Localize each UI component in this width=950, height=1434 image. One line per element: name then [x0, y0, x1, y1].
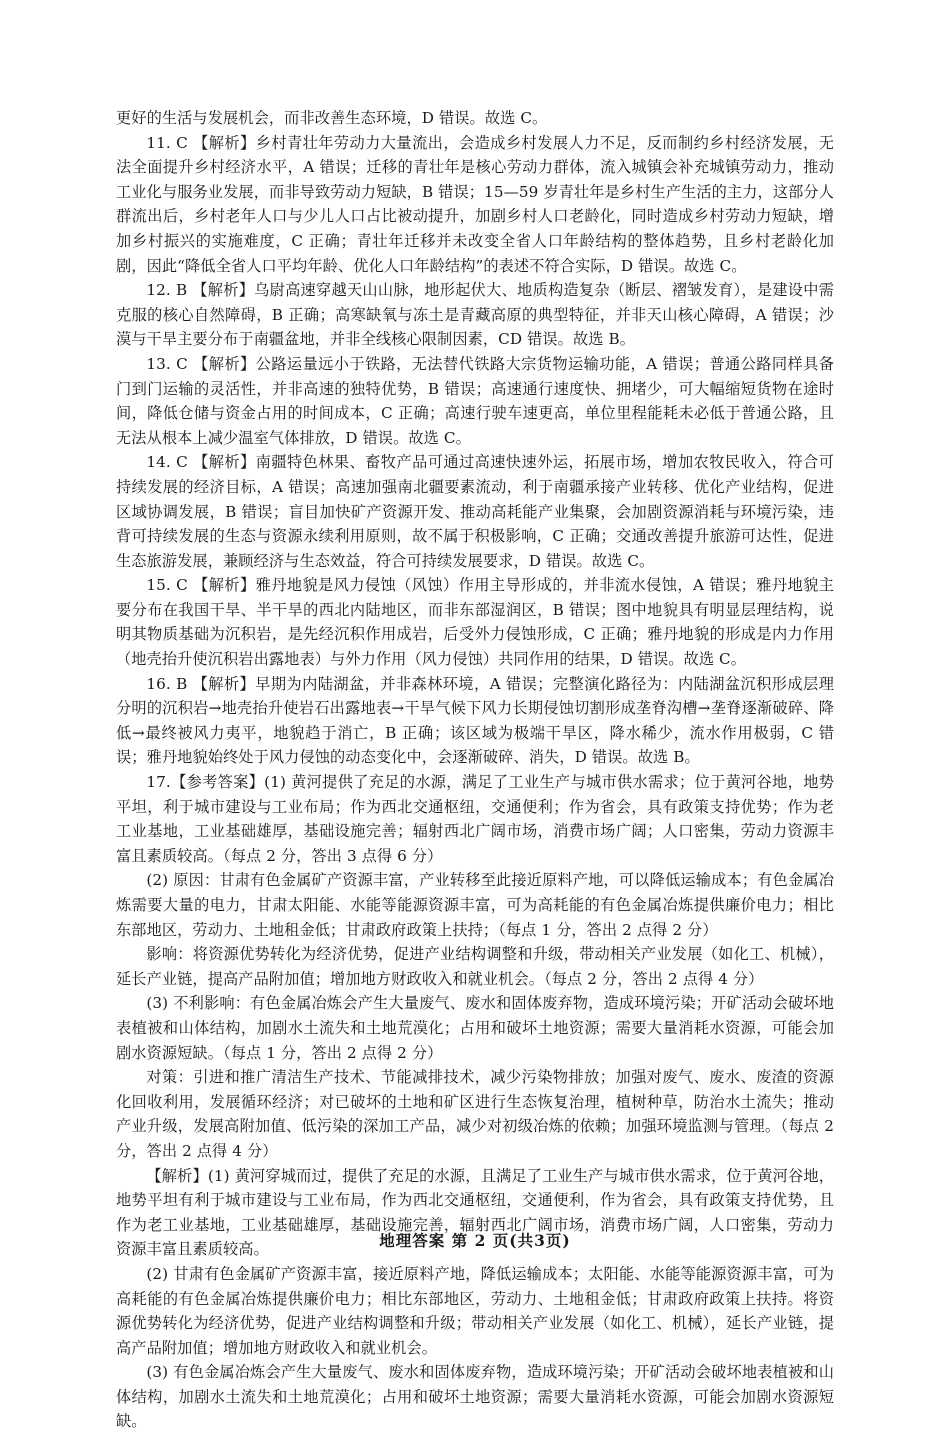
- paragraph-q12: 12. B 【解析】乌尉高速穿越天山山脉，地形起伏大、地质构造复杂（断层、褶皱发育），是建设中需克服的核心自然障碍，B 正确；高寒缺氧与冻土是青藏高原的典型特征，并非天山核心障碍，A 错误；沙漠与干旱主要分布于南疆盆地，并非全线核心限制因素，CD 错误。故选 B。: [116, 281, 834, 349]
- paragraph-q15: 15. C 【解析】雅丹地貌是风力侵蚀（风蚀）作用主导形成的，并非流水侵蚀，A 错误；雅丹地貌主要分布在我国干旱、半干旱的西北内陆地区，而非东部湿润区，B 错误；图中地貌具有明显层理结构，说明其物质基础为沉积岩，是先经沉积作用成岩，后受外力侵蚀形成，C 正确；雅丹地貌的形成是内力作用（地壳抬升使沉积岩出露地表）与外力作用（风力侵蚀）共同作用的结果，D 错误。故选 C。: [116, 576, 834, 669]
- paragraph-q14: 14. C 【解析】南疆特色林果、畜牧产品可通过高速快速外运，拓展市场，增加农牧民收入，符合可持续发展的经济目标，A 错误；高速加强南北疆要素流动，利于南疆承接产业转移、优化产业结构，促进区域协调发展，B 错误；盲目加快矿产资源开发、推动高耗能产业集聚，会加剧资源消耗与环境污染，违背可持续发展的生态与资源永续利用原则，故不属于积极影响，C 正确；交通改善提升旅游可达性，促进生态旅游发展，兼顾经济与生态效益，符合可持续发展要求，D 错误。故选 C。: [116, 453, 834, 570]
- paragraph-q17-answer-1: 17.【参考答案】(1) 黄河提供了充足的水源，满足了工业生产与城市供水需求；位于黄河谷地，地势平坦，利于城市建设与工业布局；作为西北交通枢纽，交通便利；作为省会，具有政策支持优势；作为老工业基地，工业基础雄厚，基础设施完善；辐射西北广阔市场，消费市场广阔；人口密集，劳动力资源丰富且素质较高。（每点 2 分，答出 3 点得 6 分）: [116, 773, 834, 865]
- paragraph-continued: 更好的生活与发展机会，而非改善生态环境，D 错误。故选 C。: [116, 109, 548, 127]
- page-footer: 地理答案 第 2 页(共3页): [379, 1231, 571, 1250]
- paragraph-q17-analysis-2: (2) 甘肃有色金属矿产资源丰富，接近原料产地，降低运输成本；太阳能、水能等能源资源丰富，可为高耗能的有色金属冶炼提供廉价电力；相比东部地区，劳动力、土地租金低；甘肃政府政策上扶持。将资源优势转化为经济优势，促进产业结构调整和升级；带动相关产业发展（如化工、机械），延长产业链，提高产品附加值；增加地方财政收入和就业机会。: [116, 1264, 834, 1357]
- paragraph-q17-answer-3-measures: 对策：引进和推广清洁生产技术、节能减排技术，减少污染物排放；加强对废气、废水、废渣的资源化回收利用，发展循环经济；对已破坏的土地和矿区进行生态恢复治理，植树种草，防治水土流失；推动产业升级，发展高附加值、低污染的深加工产品，减少对初级冶炼的依赖；加强环境监测与管理。（每点 2 分，答出 2 点得 4 分）: [116, 1068, 834, 1160]
- paragraph-q17-answer-2-reason: (2) 原因：甘肃有色金属矿产资源丰富，产业转移至此接近原料产地，可以降低运输成本；有色金属冶炼需要大量的电力，甘肃太阳能、水能等能源资源丰富，可为高耗能的有色金属冶炼提供廉价电力；相比东部地区，劳动力、土地租金低；甘肃政府政策上扶持；（每点 1 分，答出 2 点得 2 分）: [116, 871, 834, 939]
- paragraph-q17-analysis-3: (3) 有色金属冶炼会产生大量废气、废水和固体废弃物，造成环境污染；开矿活动会破坏地表植被和山体结构，加剧水土流失和土地荒漠化；占用和破坏土地资源；需要大量消耗水资源，可能会加剧水资源短缺。: [116, 1363, 834, 1431]
- paragraph-q17-analysis-1: 【解析】(1) 黄河穿城而过，提供了充足的水源，且满足了工业生产与城市供水需求，位于黄河谷地，地势平坦有利于城市建设与工业布局，作为西北交通枢纽，交通便利，作为省会，具有政策支持优势，且作为老工业基地，工业基础雄厚，基础设施完善，辐射西北广阔市场，消费市场广阔，人口密集，劳动力资源丰富且素质较高。: [116, 1166, 834, 1259]
- paragraph-q17-answer-2-impact: 影响：将资源优势转化为经济优势，促进产业结构调整和升级，带动相关产业发展（如化工、机械），延长产业链，提高产品附加值；增加地方财政收入和就业机会。（每点 2 分，答出 2 点得 4 分）: [116, 945, 834, 988]
- paragraph-q13: 13. C 【解析】公路运量远小于铁路，无法替代铁路大宗货物运输功能，A 错误；普通公路同样具备门到门运输的灵活性，并非高速的独特优势，B 错误；高速通行速度快、拥堵少，可大幅缩短货物在途时间，降低仓储与资金占用的时间成本，C 正确；高速行驶车速更高，单位里程能耗未必低于普通公路，且无法从根本上减少温室气体排放，D 错误。故选 C。: [116, 354, 834, 447]
- paragraph-q11: 11. C 【解析】乡村青壮年劳动力大量流出，会造成乡村发展人力不足，反而制约乡村经济发展，无法全面提升乡村经济水平，A 错误；迁移的青壮年是核心劳动力群体，流入城镇会补充城镇劳动力，推动工业化与服务业发展，而非导致劳动力短缺，B 错误；15—59 岁青壮年是乡村生产生活的主力，这部分人群流出后，乡村老年人口与少儿人口占比被动提升，加剧乡村人口老龄化，同时造成乡村劳动力短缺，增加乡村振兴的实施难度，C 正确；青壮年迁移并未改变全省人口年龄结构的整体趋势，且乡村老龄化加剧，因此“降低全省人口平均年龄、优化人口年龄结构”的表述不符合实际，D 错误。故选 C。: [116, 133, 834, 275]
- paragraph-q16: 16. B 【解析】早期为内陆湖盆，并非森林环境，A 错误；完整演化路径为：内陆湖盆沉积形成层理分明的沉积岩→地壳抬升使岩石出露地表→干旱气候下风力长期侵蚀切割形成垄脊沟槽→垄脊逐渐破碎、降低→最终被风力夷平，地貌趋于消亡，B 正确；该区域为极端干旱区，降水稀少，流水作用极弱，C 错误；雅丹地貌始终处于风力侵蚀的动态变化中，会逐渐破碎、消失，D 错误。故选 B。: [116, 674, 834, 767]
- paragraph-q17-answer-3-harm: (3) 不利影响：有色金属冶炼会产生大量废气、废水和固体废弃物，造成环境污染；开矿活动会破坏地表植被和山体结构，加剧水土流失和土地荒漠化；占用和破坏土地资源；需要大量消耗水资源，可能会加剧水资源短缺。（每点 1 分，答出 2 点得 2 分）: [116, 994, 834, 1062]
